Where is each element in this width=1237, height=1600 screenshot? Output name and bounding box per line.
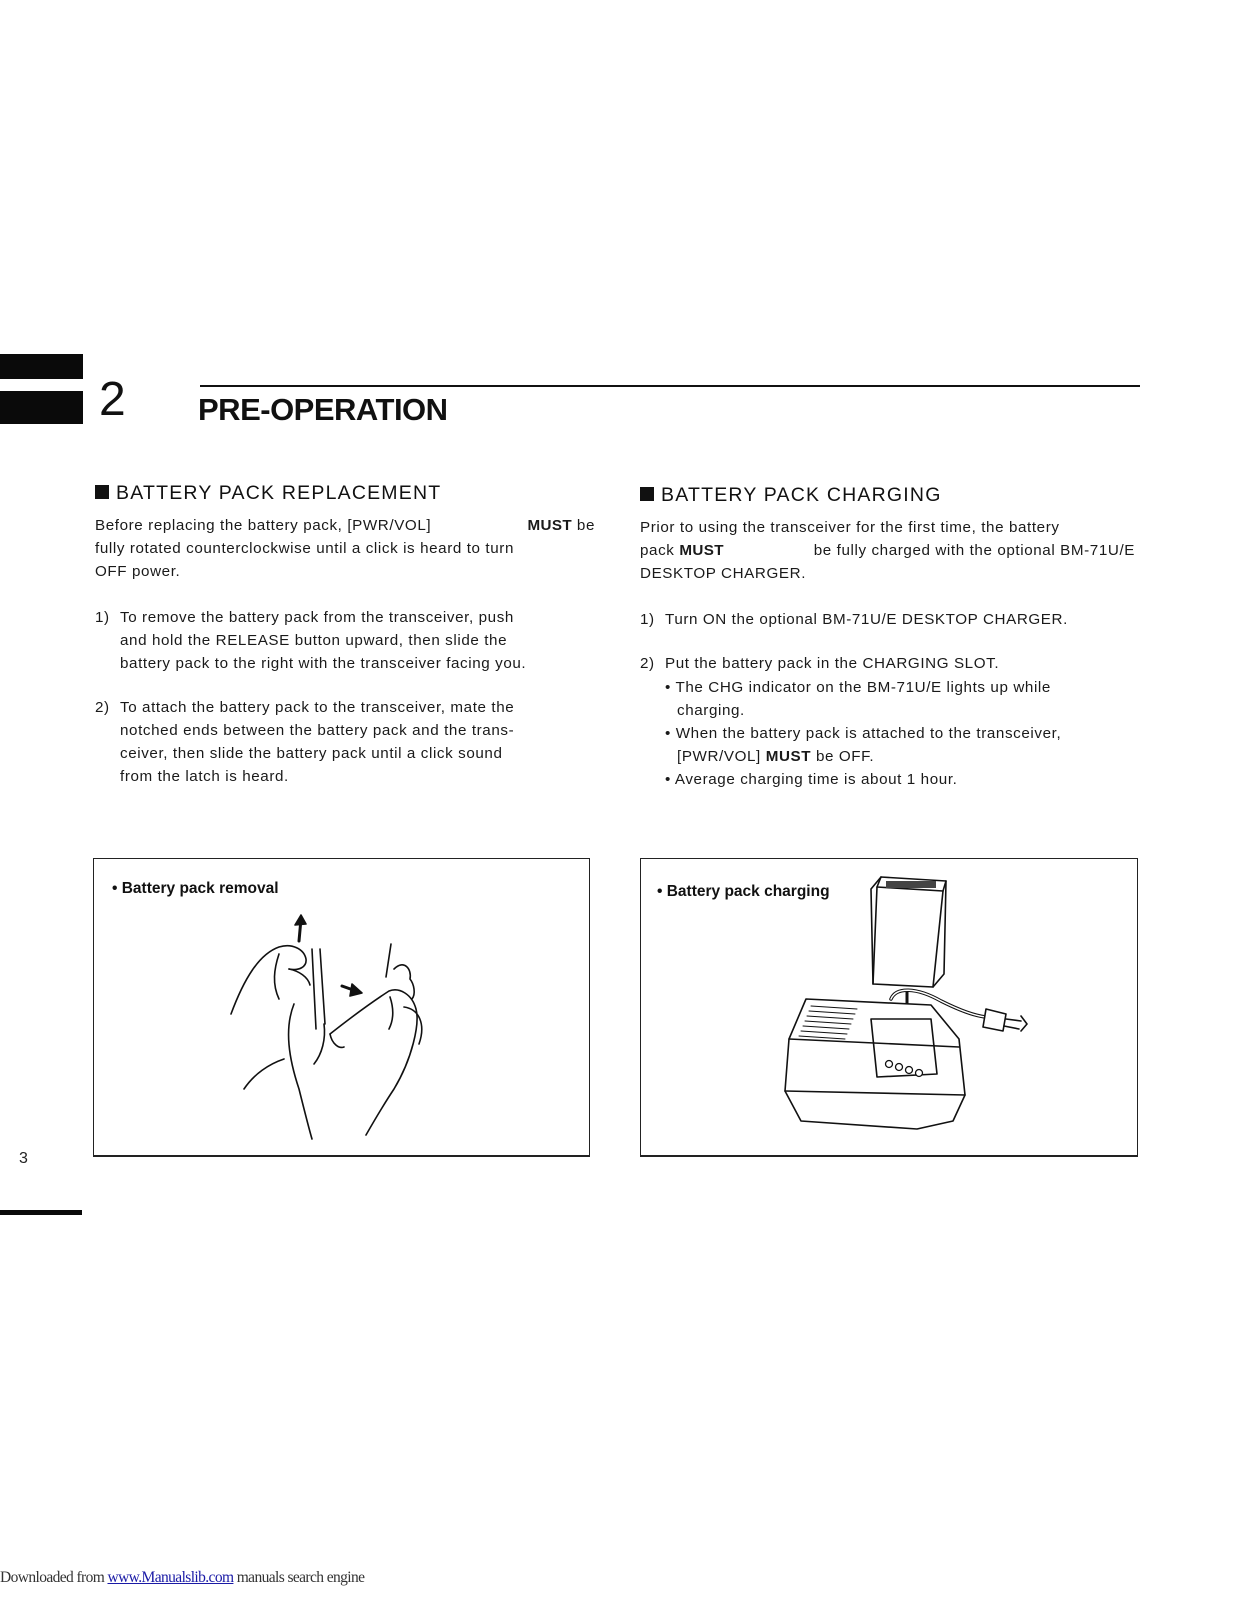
page-number: 3: [19, 1150, 28, 1167]
bullet-attached: • When the battery pack is attached to the transceiver,: [665, 725, 1062, 742]
right-step-1: 1) Turn ON the optional BM-71U/E DESKTOP CHARGER.: [640, 611, 1068, 628]
right-bullet-list: [665, 676, 1135, 791]
left-section-heading: BATTERY PACK REPLACEMENT: [95, 481, 441, 505]
left-step-1: 1) To remove the battery pack from the transceiver, push and hold the RELEASE button upward, then slide the battery pack to the right with the transceiver facing you.: [95, 609, 527, 672]
left-intro-line-2: fully rotated counterclockwise until a click is heard to turn: [95, 540, 514, 557]
chapter-title: PRE-OPERATION: [198, 392, 448, 427]
left-intro-paragraph: [95, 514, 595, 583]
page-bottom-rule: [0, 1210, 82, 1215]
heading-square-icon: [640, 487, 654, 501]
right-intro-line-2: pack MUST be fully charged with the optional BM-71U/E: [640, 542, 1135, 559]
chapter-rule: [200, 385, 1140, 387]
right-intro-line-1: Prior to using the transceiver for the first time, the battery: [640, 519, 1060, 536]
left-intro-line-1: Before replacing the battery pack, [PWR/VOL] MUST be: [95, 517, 595, 534]
heading-square-icon: [95, 485, 109, 499]
chapter-tab-bar-top: [0, 354, 83, 379]
footer-link[interactable]: www.Manualslib.com: [107, 1569, 234, 1586]
chapter-number: 2: [99, 373, 126, 426]
left-step-2: 2) To attach the battery pack to the transceiver, mate the notched ends between the battery pack and the trans- ceiver, then slide the battery pack until a click sound from the latch is heard.: [95, 699, 515, 785]
left-intro-line-3: OFF power.: [95, 563, 181, 580]
chapter-tab-bar-bottom: [0, 391, 83, 424]
bullet-chg-indicator-cont: charging.: [677, 702, 745, 719]
right-intro-paragraph: [640, 516, 1135, 585]
figure-battery-removal: [93, 858, 590, 1157]
desktop-charger-illustration: [641, 859, 1137, 1155]
right-intro-line-3: DESKTOP CHARGER.: [640, 565, 807, 582]
bullet-chg-indicator: • The CHG indicator on the BM-71U/E lights up while: [665, 679, 1051, 696]
figure-label-charging: • Battery pack charging: [657, 883, 830, 900]
figure-label-removal: • Battery pack removal: [112, 880, 279, 897]
battery-removal-illustration: [94, 859, 589, 1155]
right-section-heading: BATTERY PACK CHARGING: [640, 483, 942, 507]
bullet-attached-cont: [PWR/VOL] MUST be OFF.: [677, 748, 875, 765]
bullet-charging-time: • Average charging time is about 1 hour.: [665, 771, 958, 788]
right-step-2: 2) Put the battery pack in the CHARGING SLOT.: [640, 655, 1000, 672]
footer: Downloaded from www.Manualslib.com manuals search engine: [0, 1569, 365, 1586]
figure-battery-charging: [640, 858, 1138, 1157]
